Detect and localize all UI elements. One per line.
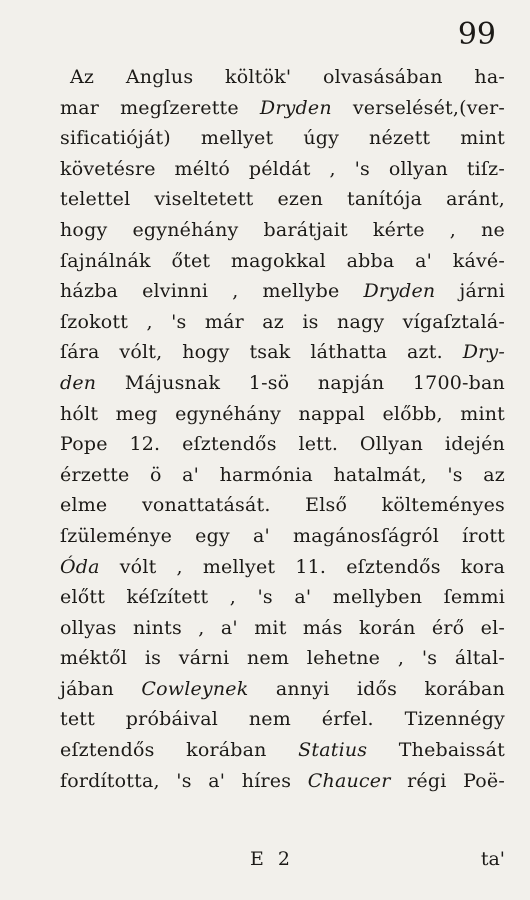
text-line: [60, 307, 505, 338]
italic-text-segment: Statius: [298, 739, 368, 762]
italic-text-segment: den: [60, 371, 97, 394]
text-line: [60, 184, 505, 215]
text-line: [60, 766, 505, 797]
text-segment: ſzokott , 's már az is nagy vígaſztalá-: [60, 310, 505, 333]
text-line: [60, 613, 505, 644]
text-segment: ſajnálnák őtet magokkal abba a' kávé-: [60, 249, 505, 272]
text-segment: hogy egynéhány barátjait kérte , ne: [60, 218, 505, 241]
text-segment: jában: [60, 677, 142, 700]
text-line: [60, 368, 505, 399]
text-segment: sificatióját) mellyet úgy nézett mint: [60, 127, 505, 150]
text-line: [60, 429, 505, 460]
text-line: [60, 93, 505, 124]
text-segment: elme vonattatását. Első költeményes: [60, 494, 505, 517]
text-line: [60, 246, 505, 277]
italic-text-segment: Dryden: [259, 96, 332, 119]
text-segment: annyi idős korában: [248, 677, 505, 700]
text-segment: Thebaissát: [367, 739, 505, 762]
text-segment: méktől is várni nem lehetne , 's által-: [60, 647, 505, 670]
body-text: [60, 62, 505, 796]
text-line: [60, 521, 505, 552]
signature-mark: E 2: [250, 848, 294, 870]
text-segment: érzette ö a' harmónia hatalmát, 's az: [60, 463, 505, 486]
text-segment: mar megſzerette: [60, 96, 260, 119]
text-segment: Pope 12. eſztendős lett. Ollyan idején: [60, 433, 505, 456]
text-line: [60, 215, 505, 246]
text-segment: vólt , mellyet 11. eſztendős kora: [99, 555, 505, 578]
italic-text-segment: Cowleynek: [141, 677, 249, 700]
text-segment: előtt kéſzített , 's a' mellyben ſemmi: [60, 586, 505, 609]
text-line: [60, 643, 505, 674]
text-segment: járni: [435, 280, 505, 303]
page-footer: [60, 848, 505, 878]
text-segment: ſzüleménye egy a' magánosſágról írott: [60, 524, 505, 547]
text-segment: ollyas nints , a' mit más korán érő el-: [60, 616, 505, 639]
text-line: [60, 276, 505, 307]
text-segment: eſztendős korában: [60, 739, 299, 762]
text-segment: fordította, 's a' híres: [60, 769, 308, 792]
text-line: [60, 674, 505, 705]
text-line: [60, 62, 505, 93]
text-line: [60, 337, 505, 368]
text-segment: házba elvinni , mellybe: [60, 280, 364, 303]
italic-text-segment: Chaucer: [307, 769, 391, 792]
text-line: [60, 552, 505, 583]
italic-text-segment: Dryden: [363, 280, 436, 303]
text-segment: Májusnak 1-sö napján 1700-ban: [96, 371, 505, 394]
text-segment: követésre méltó példát , 's ollyan tiſz-: [60, 157, 505, 180]
catchword: ta': [480, 848, 505, 870]
text-line: [60, 154, 505, 185]
text-line: [60, 582, 505, 613]
text-segment: ſára vólt, hogy tsak láthatta azt.: [60, 341, 463, 364]
text-line: [60, 490, 505, 521]
text-segment: régi Poë-: [390, 769, 505, 792]
text-line: [60, 735, 505, 766]
italic-text-segment: Dry-: [462, 341, 505, 364]
text-segment: tett próbáival nem érfel. Tizennégy: [60, 708, 505, 731]
text-segment: telettel viseltetett ezen tanítója aránt,: [60, 188, 505, 211]
text-segment: Az Anglus költök' olvasásában ha-: [70, 66, 505, 88]
text-segment: hólt meg egynéhány nappal előbb, mint: [60, 402, 505, 425]
italic-text-segment: Óda: [60, 555, 100, 578]
text-line: [60, 399, 505, 430]
text-line: [60, 460, 505, 491]
page-number: 99: [457, 17, 496, 52]
text-segment: verselését,(ver-: [331, 96, 505, 119]
text-line: [60, 704, 505, 735]
text-line: [60, 123, 505, 154]
